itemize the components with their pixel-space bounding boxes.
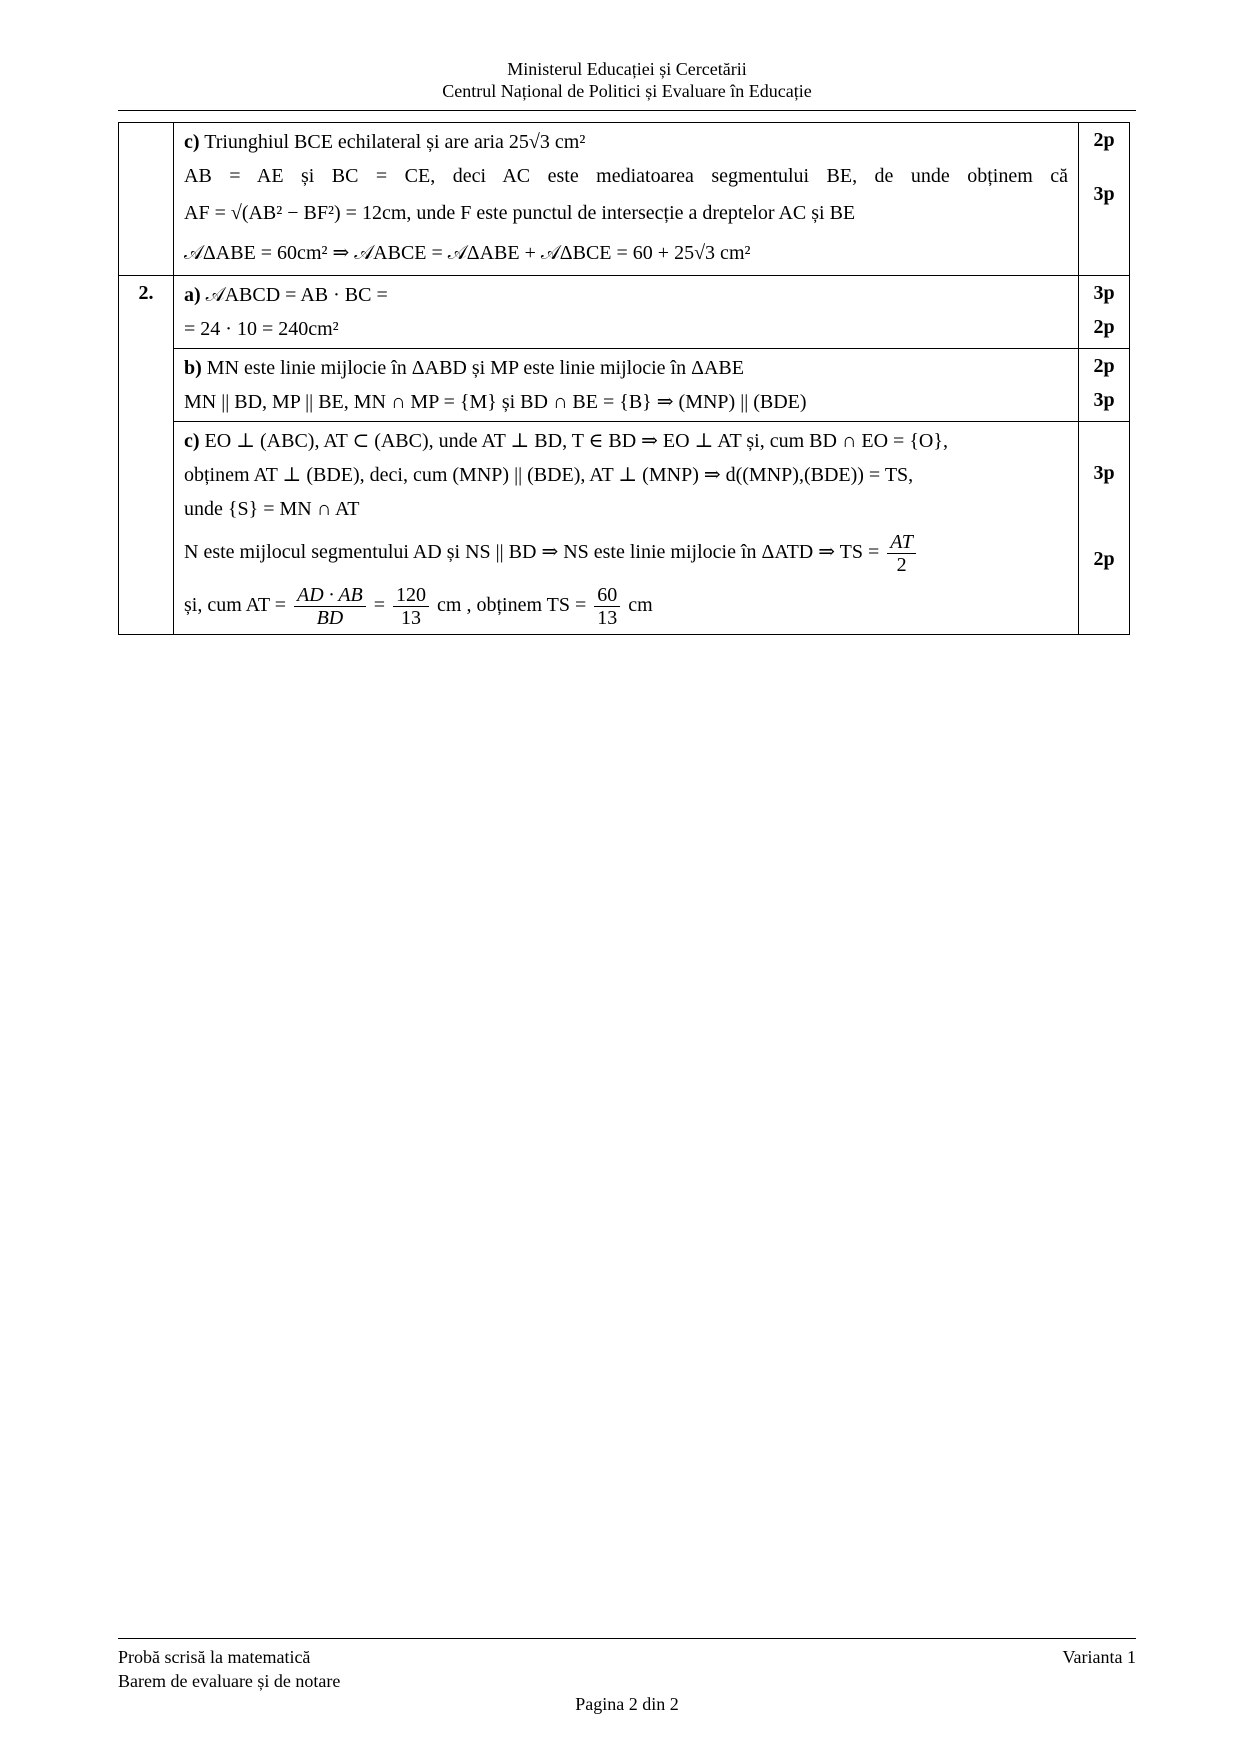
table-row — [119, 276, 1130, 349]
center-name: Centrul Național de Politici și Evaluare în Educație — [442, 81, 812, 101]
table-row — [119, 422, 1130, 635]
points-value: 3p — [1093, 282, 1115, 304]
points-cell — [1079, 349, 1130, 422]
subitem-label: c) — [184, 430, 200, 452]
points-value: 2p — [1093, 316, 1115, 338]
answer-line: unde {S} = MN ∩ AT — [184, 498, 360, 520]
answer-line — [184, 278, 1068, 312]
fraction-numerator: 60 — [594, 584, 620, 607]
points-value: 2p — [1093, 129, 1115, 151]
answer-line — [184, 578, 1068, 632]
points-value: 3p — [1093, 389, 1115, 411]
points-value: 2p — [1093, 548, 1115, 570]
header-divider — [118, 110, 1136, 111]
answer-text: EO ⊥ (ABC), AT ⊂ (ABC), unde AT ⊥ BD, T ∈ BD ⇒ EO ⊥ AT și, cum BD ∩ EO = {O}, — [204, 430, 948, 452]
fraction — [594, 584, 620, 629]
answer-cell — [174, 123, 1079, 276]
item-number-cell: 2. — [119, 276, 174, 635]
answer-line: 𝒜ΔABE = 60cm² ⇒ 𝒜ABCE = 𝒜ΔABE + 𝒜ΔBCE = 60 + 25√3 cm² — [184, 242, 751, 264]
answer-line: AF = √(AB² − BF²) = 12cm, unde F este punctul de intersecție a dreptelor AC și BE — [184, 202, 856, 224]
answer-line: obținem AT ⊥ (BDE), deci, cum (MNP) || (BDE), AT ⊥ (MNP) ⇒ d((MNP),(BDE)) = TS, — [184, 464, 914, 486]
answer-line: AB = AE și BC = CE, deci AC este mediatoarea segmentului BE, de unde obținem că — [184, 165, 1068, 187]
answer-cell — [174, 276, 1079, 349]
answer-line — [184, 125, 1068, 159]
fraction — [393, 584, 429, 629]
answer-line: = 24 · 10 = 240cm² — [184, 318, 339, 340]
fraction — [887, 531, 916, 576]
subitem-label: b) — [184, 357, 202, 379]
fraction-denominator: BD — [316, 606, 344, 629]
fraction-denominator: 2 — [896, 553, 907, 576]
fraction-denominator: 13 — [401, 606, 422, 629]
answer-text: cm , obținem TS = — [437, 594, 587, 616]
footer-left — [118, 1645, 340, 1693]
document-header — [118, 58, 1136, 102]
answer-text: cm — [628, 594, 653, 616]
subitem-label: c) — [184, 131, 200, 153]
points-value: 2p — [1093, 355, 1115, 377]
answer-line — [184, 526, 1068, 578]
answer-cell — [174, 422, 1079, 635]
answer-line — [184, 424, 1068, 458]
answer-text: MN este linie mijlocie în ΔABD și MP este linie mijlocie în ΔABE — [206, 357, 744, 379]
item-number-cell — [119, 123, 174, 276]
page-number: Pagina 2 din 2 — [575, 1694, 679, 1714]
fraction — [294, 584, 366, 629]
variant-label: Varianta 1 — [1062, 1647, 1136, 1667]
fraction-denominator: 13 — [597, 606, 618, 629]
table-row — [119, 123, 1130, 276]
document-type: Barem de evaluare și de notare — [118, 1671, 341, 1691]
points-cell — [1079, 123, 1130, 276]
fraction-numerator: AD · AB — [294, 584, 366, 607]
fraction-numerator: 120 — [393, 584, 429, 607]
exam-name: Probă scrisă la matematică — [118, 1647, 311, 1667]
points-cell — [1079, 276, 1130, 349]
footer-divider — [118, 1638, 1136, 1639]
points-value: 3p — [1093, 462, 1115, 484]
points-cell — [1079, 422, 1130, 635]
answer-text: N este mijlocul segmentului AD și NS || BD ⇒ NS este linie mijlocie în ΔATD ⇒ TS = — [184, 541, 880, 563]
answer-line — [184, 351, 1068, 385]
scoring-table — [118, 122, 1130, 635]
ministry-name: Ministerul Educației și Cercetării — [507, 59, 747, 79]
subitem-label: a) — [184, 284, 201, 306]
fraction-numerator: AT — [887, 531, 916, 554]
equals-sign: = — [373, 594, 386, 616]
answer-cell — [174, 349, 1079, 422]
answer-text: 𝒜ABCD = AB · BC = — [205, 284, 388, 306]
table-row — [119, 349, 1130, 422]
answer-line: MN || BD, MP || BE, MN ∩ MP = {M} și BD ∩ BE = {B} ⇒ (MNP) || (BDE) — [184, 391, 807, 413]
answer-text: Triunghiul BCE echilateral și are aria 25√3 cm² — [204, 131, 586, 153]
points-value: 3p — [1093, 183, 1115, 205]
answer-text: și, cum AT = — [184, 594, 287, 616]
